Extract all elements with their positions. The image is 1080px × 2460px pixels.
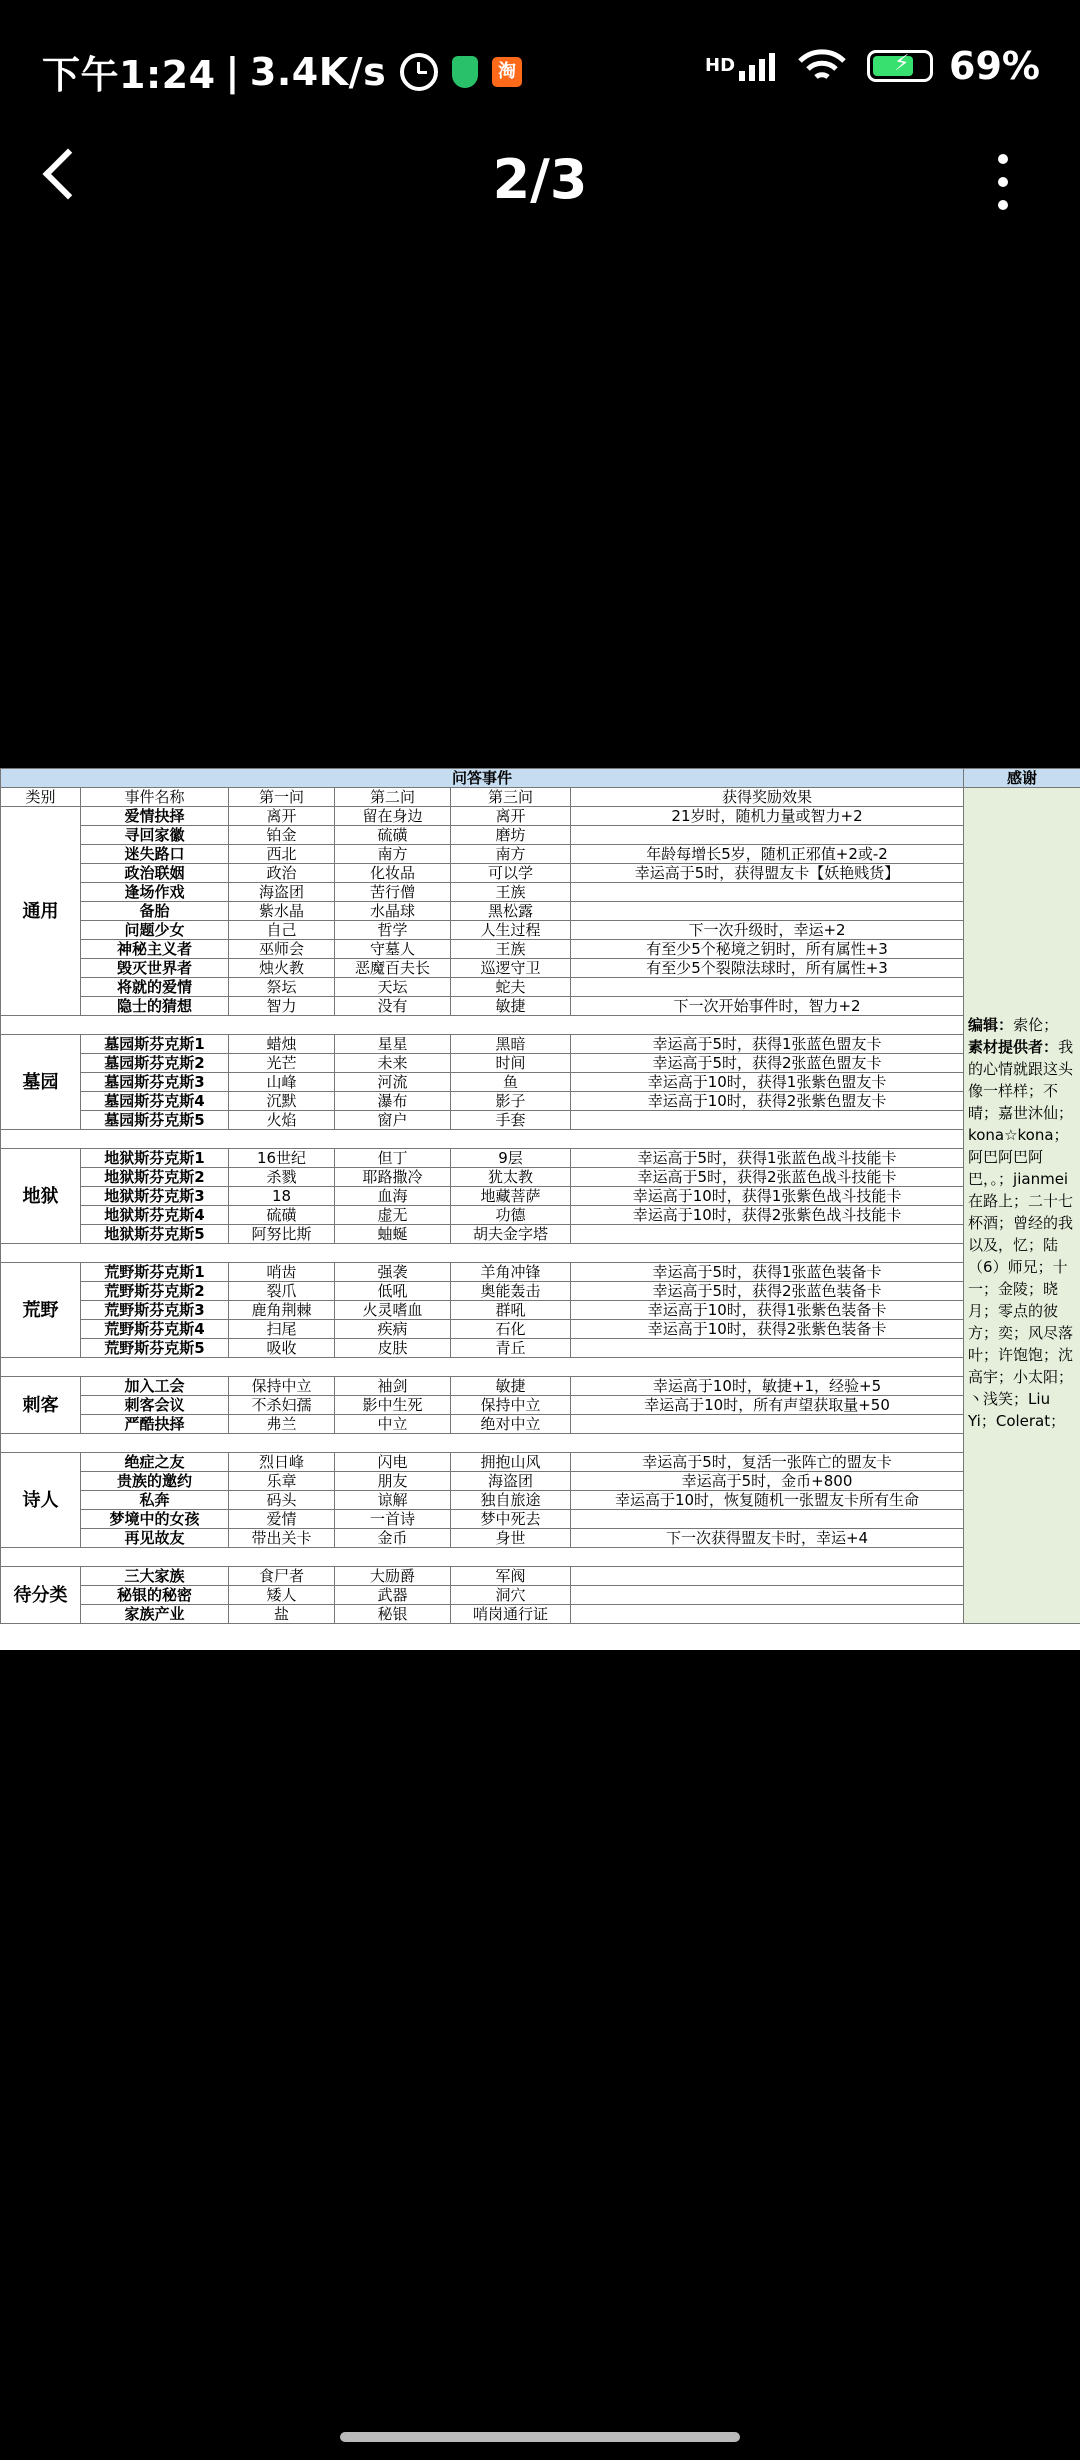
answer-cell: 离开 — [229, 807, 335, 826]
shield-icon — [452, 56, 478, 88]
event-name-cell: 荒野斯芬克斯4 — [81, 1320, 229, 1339]
event-name-cell: 地狱斯芬克斯1 — [81, 1149, 229, 1168]
category-cell: 刺客 — [1, 1377, 81, 1434]
answer-cell: 强袭 — [335, 1263, 451, 1282]
answer-cell: 影子 — [451, 1092, 571, 1111]
table-row — [1, 1605, 1080, 1624]
table-row — [1, 1301, 1080, 1320]
answer-cell: 南方 — [451, 845, 571, 864]
event-name-cell: 地狱斯芬克斯2 — [81, 1168, 229, 1187]
table-row — [1, 1092, 1080, 1111]
answer-cell: 低吼 — [335, 1282, 451, 1301]
reward-cell: 年龄每增长5岁，随机正邪值+2或-2 — [571, 845, 964, 864]
answer-cell: 犹太教 — [451, 1168, 571, 1187]
reward-cell — [571, 1111, 964, 1130]
reward-cell: 幸运高于10时，获得1张紫色装备卡 — [571, 1301, 964, 1320]
event-name-cell: 墓园斯芬克斯1 — [81, 1035, 229, 1054]
answer-cell: 血海 — [335, 1187, 451, 1206]
reward-cell: 幸运高于10时，恢复随机一张盟友卡所有生命 — [571, 1491, 964, 1510]
answer-cell: 河流 — [335, 1073, 451, 1092]
answer-cell: 皮肤 — [335, 1339, 451, 1358]
answer-cell: 手套 — [451, 1111, 571, 1130]
spacer-row — [1, 1130, 1080, 1149]
answer-cell: 独自旅途 — [451, 1491, 571, 1510]
event-name-cell: 私奔 — [81, 1491, 229, 1510]
answer-cell: 18 — [229, 1187, 335, 1206]
event-name-cell: 秘银的秘密 — [81, 1586, 229, 1605]
answer-cell: 保持中立 — [229, 1377, 335, 1396]
answer-cell: 朋友 — [335, 1472, 451, 1491]
answer-cell: 苦行僧 — [335, 883, 451, 902]
table-row — [1, 1263, 1080, 1282]
reward-cell: 幸运高于5时，复活一张阵亡的盟友卡 — [571, 1453, 964, 1472]
reward-cell — [571, 902, 964, 921]
reward-cell: 21岁时，随机力量或智力+2 — [571, 807, 964, 826]
reward-cell: 幸运高于5时，获得1张蓝色装备卡 — [571, 1263, 964, 1282]
table-row — [1, 883, 1080, 902]
network-speed: 3.4K/s — [249, 49, 387, 94]
answer-cell: 洞穴 — [451, 1586, 571, 1605]
answer-cell: 黑暗 — [451, 1035, 571, 1054]
reward-cell: 下一次获得盟友卡时，幸运+4 — [571, 1529, 964, 1548]
answer-cell: 时间 — [451, 1054, 571, 1073]
table-row — [1, 1339, 1080, 1358]
wifi-icon — [797, 49, 847, 83]
answer-cell: 食尸者 — [229, 1567, 335, 1586]
reward-cell: 幸运高于10时，获得2张紫色盟友卡 — [571, 1092, 964, 1111]
event-name-cell: 墓园斯芬克斯4 — [81, 1092, 229, 1111]
reward-cell: 幸运高于5时，获得1张蓝色盟友卡 — [571, 1035, 964, 1054]
category-cell: 墓园 — [1, 1035, 81, 1130]
answer-cell: 蛇夫 — [451, 978, 571, 997]
event-name-cell: 爱情抉择 — [81, 807, 229, 826]
alarm-icon — [400, 53, 438, 91]
answer-cell: 紫水晶 — [229, 902, 335, 921]
answer-cell: 梦中死去 — [451, 1510, 571, 1529]
event-name-cell: 地狱斯芬克斯3 — [81, 1187, 229, 1206]
reward-cell — [571, 1339, 964, 1358]
column-header: 类别 — [1, 788, 81, 807]
answer-cell: 留在身边 — [335, 807, 451, 826]
editor-label: 编辑： — [968, 1016, 1014, 1034]
answer-cell: 耶路撒冷 — [335, 1168, 451, 1187]
answer-cell: 乐章 — [229, 1472, 335, 1491]
table-row — [1, 826, 1080, 845]
table-row — [1, 1320, 1080, 1339]
reward-cell — [571, 1586, 964, 1605]
answer-cell: 保持中立 — [451, 1396, 571, 1415]
reward-cell — [571, 1567, 964, 1586]
battery-icon: ⚡ — [867, 50, 933, 82]
status-separator: | — [225, 49, 240, 94]
spreadsheet-image[interactable] — [0, 768, 1080, 1650]
column-header: 事件名称 — [81, 788, 229, 807]
event-name-cell: 墓园斯芬克斯5 — [81, 1111, 229, 1130]
table-row — [1, 1149, 1080, 1168]
column-header: 第三问 — [451, 788, 571, 807]
answer-cell: 金币 — [335, 1529, 451, 1548]
reward-cell: 幸运高于5时，获得2张蓝色盟友卡 — [571, 1054, 964, 1073]
answer-cell: 王族 — [451, 883, 571, 902]
reward-cell: 幸运高于5时，获得2张蓝色装备卡 — [571, 1282, 964, 1301]
answer-cell: 黑松露 — [451, 902, 571, 921]
answer-cell: 胡夫金字塔 — [451, 1225, 571, 1244]
answer-cell: 石化 — [451, 1320, 571, 1339]
answer-cell: 羊角冲锋 — [451, 1263, 571, 1282]
event-name-cell: 迷失路口 — [81, 845, 229, 864]
table-row — [1, 997, 1080, 1016]
event-name-cell: 三大家族 — [81, 1567, 229, 1586]
reward-cell — [571, 978, 964, 997]
more-options-icon[interactable] — [996, 154, 1010, 210]
answer-cell: 南方 — [335, 845, 451, 864]
home-indicator[interactable] — [340, 2432, 740, 2442]
table-row — [1, 1187, 1080, 1206]
event-name-cell: 毁灭世界者 — [81, 959, 229, 978]
answer-cell: 阿努比斯 — [229, 1225, 335, 1244]
spacer-cell — [1, 1016, 964, 1035]
reward-cell: 幸运高于10时，敏捷+1，经验+5 — [571, 1377, 964, 1396]
reward-cell: 幸运高于10时，所有声望获取量+50 — [571, 1396, 964, 1415]
spacer-row — [1, 1244, 1080, 1263]
reward-cell: 下一次升级时，幸运+2 — [571, 921, 964, 940]
category-cell: 待分类 — [1, 1567, 81, 1624]
category-cell: 诗人 — [1, 1453, 81, 1548]
answer-cell: 蚰蜒 — [335, 1225, 451, 1244]
event-name-cell: 荒野斯芬克斯1 — [81, 1263, 229, 1282]
table-row — [1, 1168, 1080, 1187]
answer-cell: 巡逻守卫 — [451, 959, 571, 978]
event-name-cell: 神秘主义者 — [81, 940, 229, 959]
spacer-cell — [1, 1434, 964, 1453]
hd-label: HD — [705, 55, 736, 76]
reward-cell — [571, 826, 964, 845]
answer-cell: 9层 — [451, 1149, 571, 1168]
answer-cell: 可以学 — [451, 864, 571, 883]
spacer-row — [1, 1548, 1080, 1567]
answer-cell: 秘银 — [335, 1605, 451, 1624]
answer-cell: 功德 — [451, 1206, 571, 1225]
table-row — [1, 1472, 1080, 1491]
reward-cell: 幸运高于10时，获得2张紫色战斗技能卡 — [571, 1206, 964, 1225]
answer-cell: 政治 — [229, 864, 335, 883]
column-header: 获得奖励效果 — [571, 788, 964, 807]
answer-cell: 16世纪 — [229, 1149, 335, 1168]
answer-cell: 吸收 — [229, 1339, 335, 1358]
event-name-cell: 墓园斯芬克斯2 — [81, 1054, 229, 1073]
thanks-header: 感谢 — [964, 769, 1080, 788]
reward-cell: 幸运高于5时，金币+800 — [571, 1472, 964, 1491]
answer-cell: 磨坊 — [451, 826, 571, 845]
answer-cell: 光芒 — [229, 1054, 335, 1073]
answer-cell: 中立 — [335, 1415, 451, 1434]
reward-cell: 幸运高于5时，获得1张蓝色战斗技能卡 — [571, 1149, 964, 1168]
table-row — [1, 978, 1080, 997]
table-row — [1, 1453, 1080, 1472]
answer-cell: 敏捷 — [451, 1377, 571, 1396]
answer-cell: 智力 — [229, 997, 335, 1016]
answer-cell: 自己 — [229, 921, 335, 940]
provider-names: 我的心情就跟这头像一样样；不晴；嘉世沐仙；kona☆kona；阿巴阿巴阿巴，。；jianmei在路上；二十七杯酒；曾经的我以及，忆；陆（6）师兄；十一；金陵；晓月；零点的彼方；奕；风尽落叶；许饱饱；沈高宇；小太阳；丶浅笑；Liu Yi；Colerat； — [968, 1038, 1074, 1430]
answer-cell: 山峰 — [229, 1073, 335, 1092]
provider-label: 素材提供者： — [968, 1038, 1059, 1056]
table-row — [1, 1415, 1080, 1434]
answer-cell: 未来 — [335, 1054, 451, 1073]
answer-cell: 窗户 — [335, 1111, 451, 1130]
viewer-toolbar — [0, 140, 1080, 220]
signal-icon — [739, 51, 775, 81]
reward-cell: 幸运高于5时，获得盟友卡【妖艳贱货】 — [571, 864, 964, 883]
spacer-cell — [1, 1548, 964, 1567]
battery-percent: 69% — [949, 44, 1040, 88]
spacer-row — [1, 1358, 1080, 1377]
category-cell: 通用 — [1, 807, 81, 1016]
table-row — [1, 1567, 1080, 1586]
event-name-cell: 绝症之友 — [81, 1453, 229, 1472]
reward-cell — [571, 1225, 964, 1244]
category-cell: 荒野 — [1, 1263, 81, 1358]
answer-cell: 铂金 — [229, 826, 335, 845]
table-row — [1, 902, 1080, 921]
table-row — [1, 1282, 1080, 1301]
answer-cell: 人生过程 — [451, 921, 571, 940]
spacer-row — [1, 1434, 1080, 1453]
reward-cell: 有至少5个秘境之钥时，所有属性+3 — [571, 940, 964, 959]
answer-cell: 闪电 — [335, 1453, 451, 1472]
answer-cell: 西北 — [229, 845, 335, 864]
taobao-icon: 淘 — [492, 57, 522, 87]
answer-cell: 哨岗通行证 — [451, 1605, 571, 1624]
event-name-cell: 贵族的邀约 — [81, 1472, 229, 1491]
answer-cell: 沉默 — [229, 1092, 335, 1111]
reward-cell: 幸运高于10时，获得1张紫色战斗技能卡 — [571, 1187, 964, 1206]
table-row — [1, 1529, 1080, 1548]
category-cell: 地狱 — [1, 1149, 81, 1244]
event-name-cell: 荒野斯芬克斯3 — [81, 1301, 229, 1320]
table-row — [1, 1377, 1080, 1396]
answer-cell: 袖剑 — [335, 1377, 451, 1396]
table-row — [1, 1491, 1080, 1510]
table-header-row — [1, 788, 1080, 807]
answer-cell: 扫尾 — [229, 1320, 335, 1339]
spacer-cell — [1, 1130, 964, 1149]
answer-cell: 海盗团 — [229, 883, 335, 902]
status-right — [705, 44, 1040, 88]
answer-cell: 影中生死 — [335, 1396, 451, 1415]
answer-cell: 离开 — [451, 807, 571, 826]
event-name-cell: 逢场作戏 — [81, 883, 229, 902]
answer-cell: 青丘 — [451, 1339, 571, 1358]
column-header: 第二问 — [335, 788, 451, 807]
reward-cell — [571, 1415, 964, 1434]
status-bar — [0, 0, 1080, 140]
answer-cell: 一首诗 — [335, 1510, 451, 1529]
event-name-cell: 墓园斯芬克斯3 — [81, 1073, 229, 1092]
event-name-cell: 加入工会 — [81, 1377, 229, 1396]
reward-cell — [571, 883, 964, 902]
reward-cell: 幸运高于10时，获得1张紫色盟友卡 — [571, 1073, 964, 1092]
answer-cell: 不杀妇孺 — [229, 1396, 335, 1415]
reward-cell — [571, 1510, 964, 1529]
answer-cell: 码头 — [229, 1491, 335, 1510]
spacer-row — [1, 1016, 1080, 1035]
table-row — [1, 807, 1080, 826]
answer-cell: 拥抱山风 — [451, 1453, 571, 1472]
answer-cell: 奥能轰击 — [451, 1282, 571, 1301]
answer-cell: 武器 — [335, 1586, 451, 1605]
answer-cell: 盐 — [229, 1605, 335, 1624]
answer-cell: 蜡烛 — [229, 1035, 335, 1054]
event-name-cell: 政治联姻 — [81, 864, 229, 883]
reward-cell: 幸运高于5时，获得2张蓝色战斗技能卡 — [571, 1168, 964, 1187]
spacer-cell — [1, 1244, 964, 1263]
event-name-cell: 问题少女 — [81, 921, 229, 940]
answer-cell: 哨齿 — [229, 1263, 335, 1282]
answer-cell: 鱼 — [451, 1073, 571, 1092]
answer-cell: 星星 — [335, 1035, 451, 1054]
credits-cell — [964, 788, 1080, 1624]
table-row — [1, 1586, 1080, 1605]
table-row — [1, 1111, 1080, 1130]
reward-cell — [571, 1605, 964, 1624]
event-name-cell: 将就的爱情 — [81, 978, 229, 997]
answer-cell: 敏捷 — [451, 997, 571, 1016]
answer-cell: 海盗团 — [451, 1472, 571, 1491]
table-row — [1, 1396, 1080, 1415]
editor-name: 索伦； — [1013, 1016, 1059, 1034]
answer-cell: 杀戮 — [229, 1168, 335, 1187]
clock: 下午1:24 — [42, 53, 216, 97]
answer-cell: 化妆品 — [335, 864, 451, 883]
table-row — [1, 1054, 1080, 1073]
answer-cell: 裂爪 — [229, 1282, 335, 1301]
answer-cell: 没有 — [335, 997, 451, 1016]
answer-cell: 硫磺 — [335, 826, 451, 845]
table-row — [1, 1225, 1080, 1244]
table-title: 问答事件 — [1, 769, 964, 788]
answer-cell: 大励爵 — [335, 1567, 451, 1586]
answer-cell: 恶魔百夫长 — [335, 959, 451, 978]
answer-cell: 但丁 — [335, 1149, 451, 1168]
spacer-cell — [1, 1358, 964, 1377]
answer-cell: 身世 — [451, 1529, 571, 1548]
page-indicator: 2/3 — [492, 148, 588, 211]
event-name-cell: 备胎 — [81, 902, 229, 921]
answer-cell: 地藏菩萨 — [451, 1187, 571, 1206]
answer-cell: 巫师会 — [229, 940, 335, 959]
event-name-cell: 地狱斯芬克斯4 — [81, 1206, 229, 1225]
reward-cell: 幸运高于10时，获得2张紫色装备卡 — [571, 1320, 964, 1339]
table-row — [1, 1510, 1080, 1529]
question-event-table — [0, 768, 1080, 1624]
table-row — [1, 845, 1080, 864]
event-name-cell: 再见故友 — [81, 1529, 229, 1548]
answer-cell: 群吼 — [451, 1301, 571, 1320]
answer-cell: 火灵嗜血 — [335, 1301, 451, 1320]
table-row — [1, 1035, 1080, 1054]
answer-cell: 鹿角荆棘 — [229, 1301, 335, 1320]
reward-cell: 有至少5个裂隙法球时，所有属性+3 — [571, 959, 964, 978]
table-title-row — [1, 769, 1080, 788]
event-name-cell: 刺客会议 — [81, 1396, 229, 1415]
answer-cell: 烈日峰 — [229, 1453, 335, 1472]
event-name-cell: 梦境中的女孩 — [81, 1510, 229, 1529]
table-row — [1, 1206, 1080, 1225]
answer-cell: 带出关卡 — [229, 1529, 335, 1548]
answer-cell: 疾病 — [335, 1320, 451, 1339]
answer-cell: 弗兰 — [229, 1415, 335, 1434]
table-row — [1, 959, 1080, 978]
table-row — [1, 864, 1080, 883]
event-name-cell: 家族产业 — [81, 1605, 229, 1624]
event-name-cell: 荒野斯芬克斯5 — [81, 1339, 229, 1358]
event-name-cell: 寻回家徽 — [81, 826, 229, 845]
event-name-cell: 严酷抉择 — [81, 1415, 229, 1434]
answer-cell: 虚无 — [335, 1206, 451, 1225]
table-row — [1, 1073, 1080, 1092]
answer-cell: 火焰 — [229, 1111, 335, 1130]
answer-cell: 王族 — [451, 940, 571, 959]
answer-cell: 爱情 — [229, 1510, 335, 1529]
answer-cell: 绝对中立 — [451, 1415, 571, 1434]
event-name-cell: 隐士的猜想 — [81, 997, 229, 1016]
event-name-cell: 地狱斯芬克斯5 — [81, 1225, 229, 1244]
table-row — [1, 940, 1080, 959]
answer-cell: 谅解 — [335, 1491, 451, 1510]
answer-cell: 天坛 — [335, 978, 451, 997]
status-left — [42, 44, 522, 99]
column-header: 第一问 — [229, 788, 335, 807]
answer-cell: 水晶球 — [335, 902, 451, 921]
answer-cell: 军阀 — [451, 1567, 571, 1586]
answer-cell: 硫磺 — [229, 1206, 335, 1225]
answer-cell: 哲学 — [335, 921, 451, 940]
answer-cell: 烛火教 — [229, 959, 335, 978]
table-row — [1, 921, 1080, 940]
answer-cell: 矮人 — [229, 1586, 335, 1605]
reward-cell: 下一次开始事件时，智力+2 — [571, 997, 964, 1016]
answer-cell: 祭坛 — [229, 978, 335, 997]
event-name-cell: 荒野斯芬克斯2 — [81, 1282, 229, 1301]
answer-cell: 瀑布 — [335, 1092, 451, 1111]
answer-cell: 守墓人 — [335, 940, 451, 959]
